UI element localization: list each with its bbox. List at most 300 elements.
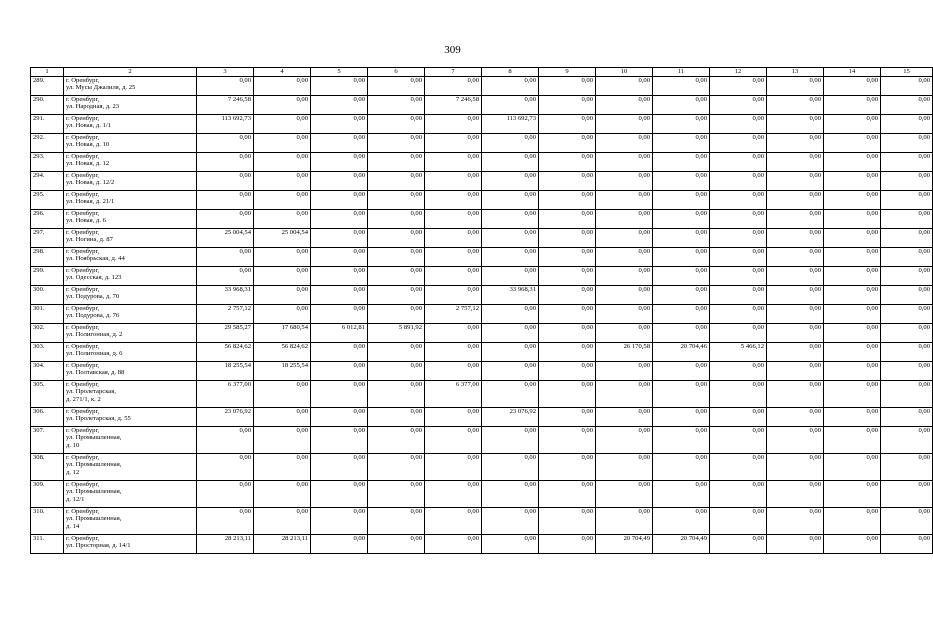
value-cell: 0,00 [596,454,653,481]
value-cell: 0,00 [368,172,425,191]
value-cell: 0,00 [482,362,539,381]
value-cell: 0,00 [539,286,596,305]
table-row [31,115,933,134]
address-line: ул. Подурова, д. 70 [66,293,120,301]
value-cell: 0,00 [824,408,881,427]
table-row [31,172,933,191]
value-cell: 7 246,58 [425,96,482,115]
value-cell: 0,00 [824,454,881,481]
value-cell: 0,00 [881,229,933,248]
address-line: г. Оренбург, [66,267,100,274]
value-cell: 0,00 [767,248,824,267]
value-cell: 0,00 [482,427,539,454]
value-cell: 0,00 [197,427,254,454]
value-cell: 0,00 [596,286,653,305]
value-cell: 0,00 [254,508,311,535]
address-line: г. Оренбург, [66,324,100,331]
value-cell: 0,00 [482,134,539,153]
value-cell: 0,00 [596,115,653,134]
row-number-cell: 308. [31,454,64,481]
value-cell: 0,00 [881,481,933,508]
value-cell: 0,00 [368,134,425,153]
value-cell: 0,00 [596,267,653,286]
address-line: ул. Ногина, д. 87 [66,236,113,244]
value-cell: 0,00 [425,454,482,481]
value-cell: 0,00 [311,481,368,508]
address-line: ул. Новая, д. 6 [66,217,106,225]
value-cell: 0,00 [482,248,539,267]
value-cell: 0,00 [596,362,653,381]
value-cell: 0,00 [539,535,596,554]
value-cell: 0,00 [254,191,311,210]
address-line: ул. Новая, д. 12 [66,160,110,168]
value-cell: 0,00 [311,305,368,324]
value-cell: 0,00 [710,134,767,153]
value-cell: 0,00 [254,427,311,454]
value-cell: 0,00 [653,362,710,381]
value-cell: 0,00 [881,508,933,535]
value-cell: 0,00 [767,324,824,343]
value-cell: 17 680,54 [254,324,311,343]
address-line: г. Оренбург, [66,427,100,434]
column-number-header: 3 [197,68,254,77]
table-row [31,96,933,115]
table-row [31,535,933,554]
row-number-cell: 300. [31,286,64,305]
address-line: г. Оренбург, [66,210,100,217]
value-cell: 0,00 [368,454,425,481]
value-cell: 0,00 [425,343,482,362]
address-line: ул. Промышленная, [66,434,122,442]
column-number-header: 5 [311,68,368,77]
value-cell: 0,00 [710,153,767,172]
address-line: г. Оренбург, [66,229,100,236]
value-cell: 0,00 [710,96,767,115]
value-cell: 0,00 [197,172,254,191]
value-cell: 0,00 [767,454,824,481]
value-cell: 0,00 [881,172,933,191]
value-cell: 0,00 [368,343,425,362]
value-cell: 0,00 [539,267,596,286]
value-cell: 18 255,54 [254,362,311,381]
value-cell: 0,00 [881,324,933,343]
value-cell: 0,00 [311,191,368,210]
value-cell: 0,00 [197,77,254,96]
value-cell: 7 246,58 [197,96,254,115]
column-number-header: 4 [254,68,311,77]
value-cell: 0,00 [767,115,824,134]
value-cell: 0,00 [311,210,368,229]
value-cell: 0,00 [881,96,933,115]
address-line: г. Оренбург, [66,535,100,542]
address-line: д. 10 [66,441,80,449]
value-cell: 0,00 [653,134,710,153]
value-cell: 0,00 [482,324,539,343]
value-cell: 0,00 [881,305,933,324]
address-cell [64,324,197,343]
table-row [31,267,933,286]
value-cell: 0,00 [824,96,881,115]
value-cell: 0,00 [197,248,254,267]
address-cell [64,115,197,134]
value-cell: 29 585,27 [197,324,254,343]
value-cell: 0,00 [539,324,596,343]
value-cell: 0,00 [824,134,881,153]
value-cell: 0,00 [539,427,596,454]
row-number-cell: 293. [31,153,64,172]
row-number-cell: 304. [31,362,64,381]
value-cell: 0,00 [596,172,653,191]
value-cell: 0,00 [767,381,824,408]
value-cell: 0,00 [368,286,425,305]
value-cell: 33 968,31 [482,286,539,305]
value-cell: 0,00 [311,115,368,134]
value-cell: 0,00 [596,481,653,508]
value-cell: 0,00 [539,229,596,248]
address-line: г. Оренбург, [66,408,100,415]
value-cell: 0,00 [767,229,824,248]
value-cell: 0,00 [425,481,482,508]
address-line: ул. Мусы Джалиля, д. 25 [66,84,136,92]
address-cell [64,134,197,153]
address-line: г. Оренбург, [66,454,100,461]
row-number-cell: 291. [31,115,64,134]
value-cell: 0,00 [653,481,710,508]
value-cell: 0,00 [710,362,767,381]
value-cell: 0,00 [368,229,425,248]
address-line: ул. Ноябрьская, д. 44 [66,255,125,263]
address-line: ул. Народная, д. 23 [66,103,120,111]
value-cell: 0,00 [824,535,881,554]
value-cell: 0,00 [767,153,824,172]
value-cell: 0,00 [824,343,881,362]
value-cell: 0,00 [767,286,824,305]
value-cell: 0,00 [596,324,653,343]
value-cell: 0,00 [881,362,933,381]
value-cell: 0,00 [311,134,368,153]
address-line: ул. Промышленная, [66,515,122,523]
value-cell: 0,00 [254,408,311,427]
value-cell: 0,00 [482,77,539,96]
table-row [31,381,933,408]
value-cell: 0,00 [767,508,824,535]
value-cell: 0,00 [767,172,824,191]
value-cell: 0,00 [482,508,539,535]
value-cell: 0,00 [710,229,767,248]
value-cell: 0,00 [539,508,596,535]
address-line: ул. Промышленная, [66,488,122,496]
value-cell: 0,00 [767,408,824,427]
value-cell: 0,00 [767,305,824,324]
value-cell: 0,00 [767,427,824,454]
value-cell: 0,00 [482,481,539,508]
address-line: г. Оренбург, [66,362,100,369]
value-cell: 0,00 [596,210,653,229]
value-cell: 0,00 [425,362,482,381]
value-cell: 0,00 [824,508,881,535]
value-cell: 28 213,11 [254,535,311,554]
row-number-cell: 309. [31,481,64,508]
value-cell: 0,00 [710,427,767,454]
value-cell: 6 377,00 [425,381,482,408]
address-line: г. Оренбург, [66,134,100,141]
address-line: г. Оренбург, [66,248,100,255]
address-line: ул. Новая, д. 1/1 [66,122,112,130]
value-cell: 56 824,62 [254,343,311,362]
address-line: ул. Новая, д. 21/1 [66,198,115,206]
table-row [31,454,933,481]
value-cell: 0,00 [710,248,767,267]
column-number-header: 13 [767,68,824,77]
value-cell: 0,00 [482,267,539,286]
value-cell: 25 004,54 [197,229,254,248]
value-cell: 0,00 [311,96,368,115]
value-cell: 0,00 [425,77,482,96]
row-number-cell: 298. [31,248,64,267]
value-cell: 0,00 [824,210,881,229]
value-cell: 56 824,62 [197,343,254,362]
value-cell: 0,00 [368,535,425,554]
value-cell: 0,00 [824,286,881,305]
table-row [31,153,933,172]
value-cell: 0,00 [653,305,710,324]
address-cell [64,229,197,248]
value-cell: 0,00 [425,172,482,191]
value-cell: 0,00 [482,172,539,191]
value-cell: 0,00 [368,77,425,96]
value-cell: 0,00 [824,153,881,172]
address-cell [64,77,197,96]
value-cell: 0,00 [653,286,710,305]
value-cell: 0,00 [710,172,767,191]
row-number-cell: 311. [31,535,64,554]
column-number-header: 1 [31,68,64,77]
value-cell: 0,00 [824,324,881,343]
row-number-cell: 307. [31,427,64,454]
value-cell: 0,00 [254,115,311,134]
address-cell [64,508,197,535]
value-cell: 0,00 [710,454,767,481]
column-number-header: 14 [824,68,881,77]
value-cell: 2 757,12 [425,305,482,324]
address-cell [64,153,197,172]
value-cell: 0,00 [482,229,539,248]
value-cell: 20 704,49 [596,535,653,554]
row-number-cell: 306. [31,408,64,427]
value-cell: 33 968,31 [197,286,254,305]
value-cell: 0,00 [653,454,710,481]
value-cell: 0,00 [311,286,368,305]
value-cell: 0,00 [710,381,767,408]
table-row [31,134,933,153]
value-cell: 0,00 [368,191,425,210]
value-cell: 0,00 [254,134,311,153]
value-cell: 0,00 [311,408,368,427]
address-cell [64,362,197,381]
column-number-header: 12 [710,68,767,77]
value-cell: 0,00 [824,191,881,210]
row-number-cell: 290. [31,96,64,115]
value-cell: 0,00 [311,248,368,267]
value-cell: 0,00 [596,508,653,535]
row-number-cell: 296. [31,210,64,229]
column-number-header: 7 [425,68,482,77]
value-cell: 0,00 [767,535,824,554]
value-cell: 0,00 [824,172,881,191]
value-cell: 0,00 [653,381,710,408]
value-cell: 0,00 [653,427,710,454]
row-number-cell: 302. [31,324,64,343]
value-cell: 0,00 [596,134,653,153]
address-line: ул. Подурова, д. 76 [66,312,120,320]
value-cell: 0,00 [653,229,710,248]
value-cell: 0,00 [710,210,767,229]
value-cell: 0,00 [425,267,482,286]
value-cell: 0,00 [710,286,767,305]
value-cell: 0,00 [311,508,368,535]
value-cell: 0,00 [767,96,824,115]
value-cell: 0,00 [824,362,881,381]
value-cell: 0,00 [653,172,710,191]
value-cell: 0,00 [254,77,311,96]
value-cell: 0,00 [710,481,767,508]
value-cell: 0,00 [311,77,368,96]
value-cell: 0,00 [881,454,933,481]
value-cell: 0,00 [653,408,710,427]
value-cell: 0,00 [254,153,311,172]
value-cell: 0,00 [311,427,368,454]
row-number-cell: 297. [31,229,64,248]
address-cell [64,96,197,115]
value-cell: 0,00 [653,267,710,286]
value-cell: 0,00 [596,305,653,324]
table-row [31,481,933,508]
address-line: ул. Промышленная, [66,461,122,469]
column-number-row [31,68,933,77]
address-cell [64,408,197,427]
address-line: ул. Новая, д. 10 [66,141,110,149]
value-cell: 0,00 [881,286,933,305]
row-number-cell: 294. [31,172,64,191]
value-cell: 0,00 [881,210,933,229]
value-cell: 0,00 [881,408,933,427]
value-cell: 0,00 [881,248,933,267]
value-cell: 0,00 [482,535,539,554]
value-cell: 0,00 [482,96,539,115]
value-cell: 0,00 [653,508,710,535]
value-cell: 0,00 [482,454,539,481]
row-number-cell: 295. [31,191,64,210]
value-cell: 0,00 [254,381,311,408]
value-cell: 23 076,92 [482,408,539,427]
value-cell: 0,00 [653,248,710,267]
value-cell: 0,00 [539,343,596,362]
value-cell: 0,00 [197,191,254,210]
value-cell: 0,00 [311,381,368,408]
value-cell: 0,00 [653,191,710,210]
value-cell: 0,00 [425,153,482,172]
value-cell: 0,00 [596,381,653,408]
value-cell: 18 255,54 [197,362,254,381]
value-cell: 0,00 [710,408,767,427]
table-row [31,210,933,229]
value-cell: 0,00 [881,267,933,286]
value-cell: 0,00 [425,210,482,229]
address-line: д. 14 [66,522,80,530]
value-cell: 6 012,81 [311,324,368,343]
table-row [31,229,933,248]
value-cell: 0,00 [710,77,767,96]
value-cell: 0,00 [254,454,311,481]
value-cell: 0,00 [539,172,596,191]
value-cell: 5 466,12 [710,343,767,362]
value-cell: 0,00 [881,343,933,362]
value-cell: 0,00 [254,267,311,286]
address-cell [64,381,197,408]
value-cell: 0,00 [539,381,596,408]
value-cell: 0,00 [653,115,710,134]
value-cell: 0,00 [368,267,425,286]
address-cell [64,286,197,305]
address-cell [64,535,197,554]
value-cell: 0,00 [368,153,425,172]
value-cell: 0,00 [482,343,539,362]
value-cell: 0,00 [710,508,767,535]
row-number-cell: 303. [31,343,64,362]
value-cell: 0,00 [482,210,539,229]
value-cell: 25 004,54 [254,229,311,248]
row-number-cell: 299. [31,267,64,286]
value-cell: 0,00 [653,324,710,343]
value-cell: 0,00 [368,248,425,267]
value-cell: 0,00 [539,481,596,508]
value-cell: 0,00 [824,427,881,454]
value-cell: 2 757,12 [197,305,254,324]
value-cell: 0,00 [767,210,824,229]
value-cell: 0,00 [596,153,653,172]
column-number-header: 2 [64,68,197,77]
value-cell: 5 891,92 [368,324,425,343]
table-row [31,343,933,362]
address-line: г. Оренбург, [66,77,100,84]
value-cell: 0,00 [482,305,539,324]
address-line: ул. Полигонная, д. 2 [66,331,123,339]
row-number-cell: 289. [31,77,64,96]
row-number-cell: 305. [31,381,64,408]
row-number-cell: 301. [31,305,64,324]
address-line: ул. Полтавская, д. 88 [66,369,125,377]
value-cell: 0,00 [539,248,596,267]
value-cell: 0,00 [596,427,653,454]
value-cell: 0,00 [197,134,254,153]
value-cell: 0,00 [311,153,368,172]
value-cell: 0,00 [311,267,368,286]
value-cell: 0,00 [254,286,311,305]
value-cell: 0,00 [710,267,767,286]
value-cell: 0,00 [425,324,482,343]
value-cell: 0,00 [539,454,596,481]
address-line: г. Оренбург, [66,343,100,350]
value-cell: 0,00 [539,134,596,153]
value-cell: 28 213,11 [197,535,254,554]
value-cell: 0,00 [596,191,653,210]
table-row [31,305,933,324]
address-cell [64,427,197,454]
address-line: ул. Одесская, д. 123 [66,274,122,282]
table-row [31,427,933,454]
value-cell: 0,00 [881,77,933,96]
value-cell: 0,00 [482,381,539,408]
